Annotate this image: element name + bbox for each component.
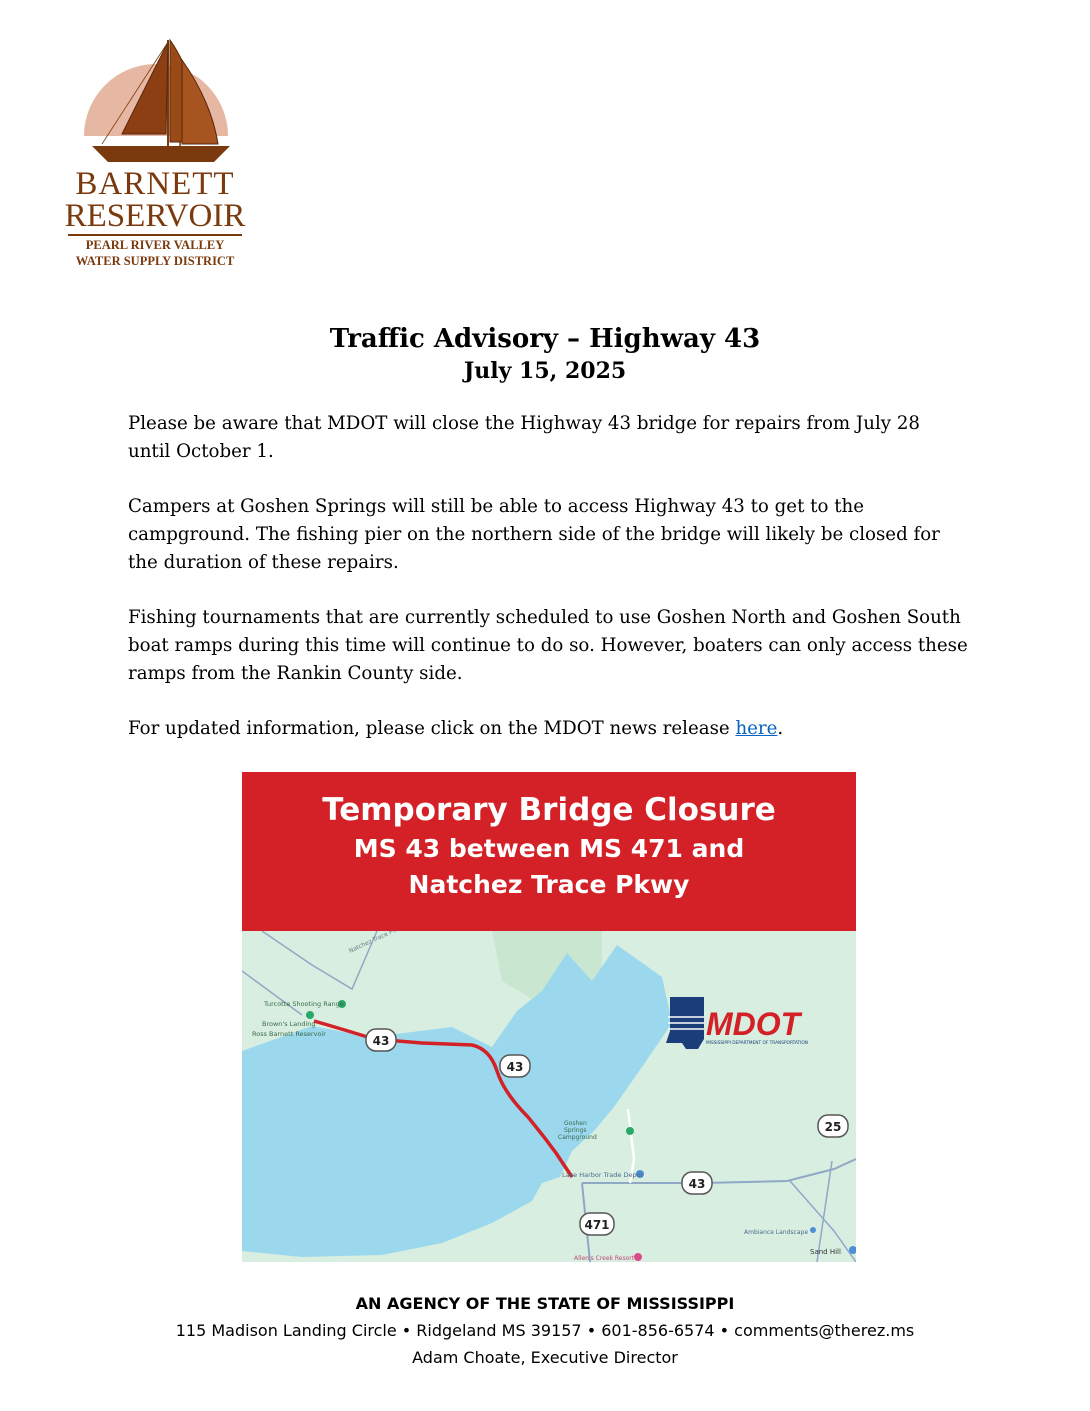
advisory-body [128, 410, 968, 770]
footer-agency: AN AGENCY OF THE STATE OF MISSISSIPPI [355, 1294, 735, 1313]
bridge-closure-flyer [242, 772, 856, 1262]
hwy-25-shield [818, 1115, 848, 1137]
mdot-news-release-link[interactable]: here [735, 718, 778, 739]
label-springs: Springs [564, 1127, 587, 1134]
barnett-reservoir-logo [62, 38, 248, 270]
mdot-wordmark: MDOT [706, 1006, 801, 1042]
updated-info-period: . [777, 718, 784, 739]
paragraph-fishing-tournaments: Fishing tournaments that are currently scheduled to use Goshen North and Goshen South boat ramps during this time will continue to do so. However, boaters can only access these ramps from the Rankin County side. [128, 607, 968, 684]
label-lake-harbor: Lake Harbor Trade Depot [562, 1171, 644, 1179]
footer-address: 115 Madison Landing Circle • Ridgeland MS 39157 • 601-856-6574 • comments@therez.ms [175, 1321, 915, 1340]
logo-line-pearl-river-valley: PEARL RIVER VALLEY [85, 238, 225, 252]
park-marker [626, 1127, 634, 1135]
label-campground: Campground [558, 1134, 597, 1141]
svg-text:43: 43 [506, 1060, 524, 1074]
hwy-43-shield-middle [500, 1055, 530, 1077]
hwy-43-shield-east [682, 1172, 712, 1194]
hwy-471-shield [580, 1213, 614, 1235]
svg-text:43: 43 [688, 1177, 706, 1191]
logo-line-water-supply-district: WATER SUPPLY DISTRICT [75, 254, 235, 268]
browns-landing-marker [306, 1011, 314, 1019]
footer-director: Adam Choate, Executive Director [412, 1348, 678, 1367]
flyer-subline-1: MS 43 between MS 471 and [353, 834, 745, 863]
page-title: Traffic Advisory – Highway 43 [329, 324, 761, 354]
sailboat-icon [62, 38, 248, 168]
hwy-43-shield-west [366, 1029, 396, 1051]
label-ambiance: Ambiance Landscape [744, 1229, 809, 1236]
logo-divider [68, 234, 242, 236]
mdot-tagline: MISSISSIPPI DEPARTMENT OF TRANSPORTATION [706, 1041, 809, 1046]
label-allens-creek: Allen's Creek Resort [574, 1255, 635, 1262]
label-browns-landing: Brown's Landing [262, 1020, 316, 1028]
closure-map [242, 931, 856, 1262]
logo-line-reservoir: RESERVOIR [64, 198, 246, 234]
flyer-headline: Temporary Bridge Closure [322, 792, 776, 828]
label-ross-barnett: Ross Barnett Reservoir [252, 1030, 326, 1038]
svg-text:25: 25 [824, 1120, 842, 1134]
label-turcotte: Turcotte Shooting Range [264, 1000, 344, 1008]
advisory-date: July 15, 2025 [463, 358, 627, 384]
allens-creek-marker [634, 1253, 642, 1261]
logo-line-barnett: BARNETT [75, 166, 235, 202]
ambiance-marker [810, 1227, 816, 1233]
label-goshen: Goshen [564, 1120, 587, 1127]
svg-text:43: 43 [372, 1034, 390, 1048]
label-sand-hill: Sand Hill [810, 1248, 841, 1256]
flyer-banner [242, 772, 856, 931]
svg-text:471: 471 [584, 1218, 610, 1232]
paragraph-updated-info [128, 715, 968, 743]
paragraph-campers: Campers at Goshen Springs will still be able to access Highway 43 to get to the campground. The fishing pier on the northern side of the bridge will likely be closed for the duration of these repairs. [128, 496, 940, 573]
updated-info-text: For updated information, please click on the MDOT news release [128, 718, 736, 739]
flyer-subline-2: Natchez Trace Pkwy [408, 870, 690, 899]
paragraph-closure-dates: Please be aware that MDOT will close the Highway 43 bridge for repairs from July 28 until October 1. [128, 413, 920, 462]
